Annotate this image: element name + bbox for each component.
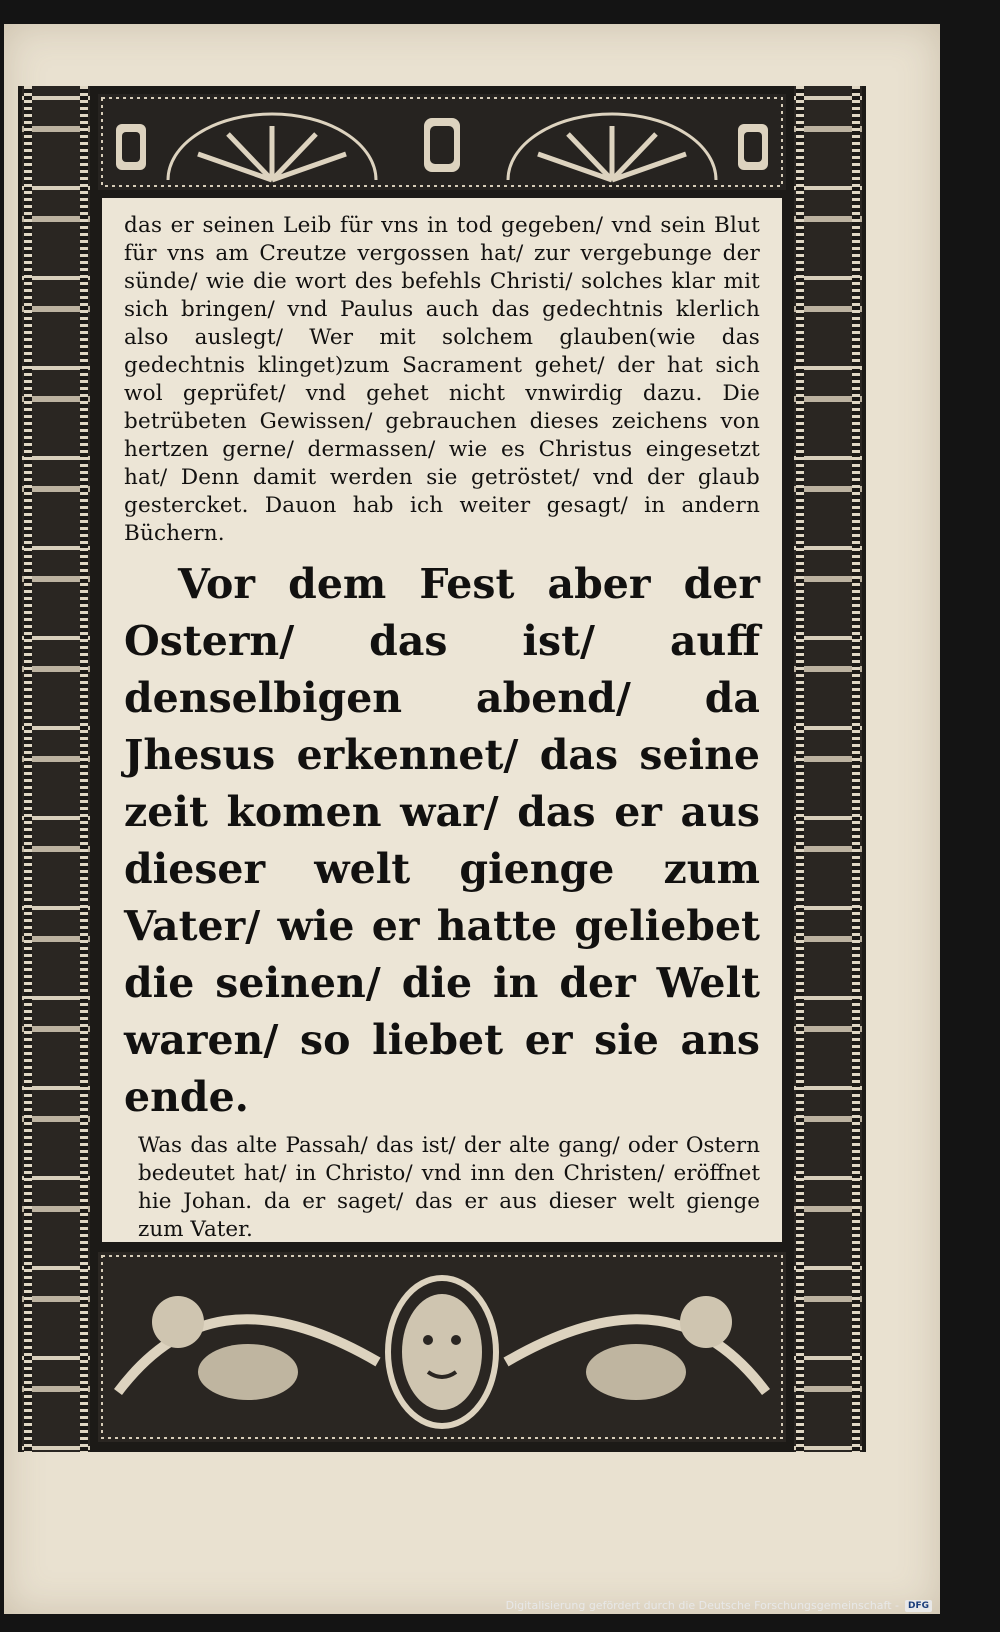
digitization-credit [506,1599,932,1612]
paragraph-large-heading [124,556,760,1126]
left-ornamental-pillar [22,86,90,1452]
book-page [4,24,940,1614]
paragraph-body: das er seinen Leib für vns in tod gegeben/ vnd sein Blut für vns am Creutze vergossen hat/ zur vergebunge der sünde/ wie die wort des befehls Christi/ solches klar mit sich bringen/ vnd Paulus auch das gedechtnis klerlich also auslegt/ Wer mit solchem glauben(wie das gedechtnis klinget)zum Sacrament gehet/ der hat sich wol geprüfet/ vnd gehet nicht vnwirdig dazu. Die betrübeten Gewissen/ gebrauchen dieses zeichens von hertzen gerne/ dermassen/ wie es Christus eingesetzt hat/ Denn damit werden sie getröstet/ vnd der glaub gestercket. Dauon hab ich weiter gesagt/ in andern Büchern. [124,213,760,546]
woodcut-border-frame [18,86,866,1452]
right-ornamental-pillar [794,86,862,1452]
text-panel [102,198,782,1242]
paragraph-large-text: Vor dem Fest aber der Ostern/ das ist/ auff denselbigen abend/ da Jhesus erkennet/ das seine zeit komen war/ das er aus dieser welt gienge zum Vater/ wie er hatte geliebet die seinen/ die in der Welt waren/ so liebet er sie ans ende. [124,560,760,1121]
paragraph-note: Was das alte Passah/ das ist/ der alte gang/ oder Ostern bedeutet hat/ in Christo/ vnd inn den Christen/ eröffnet hie Johan. da er saget/ das er aus dieser welt gienge zum Vater. [138,1133,760,1242]
top-ornament-band [98,94,786,190]
credit-text: Digitalisierung gefördert durch die Deutsche Forschungsgemeinschaft - [505,1599,899,1612]
dfg-logo: DFG [905,1600,932,1612]
bottom-ornament-band [98,1252,786,1442]
